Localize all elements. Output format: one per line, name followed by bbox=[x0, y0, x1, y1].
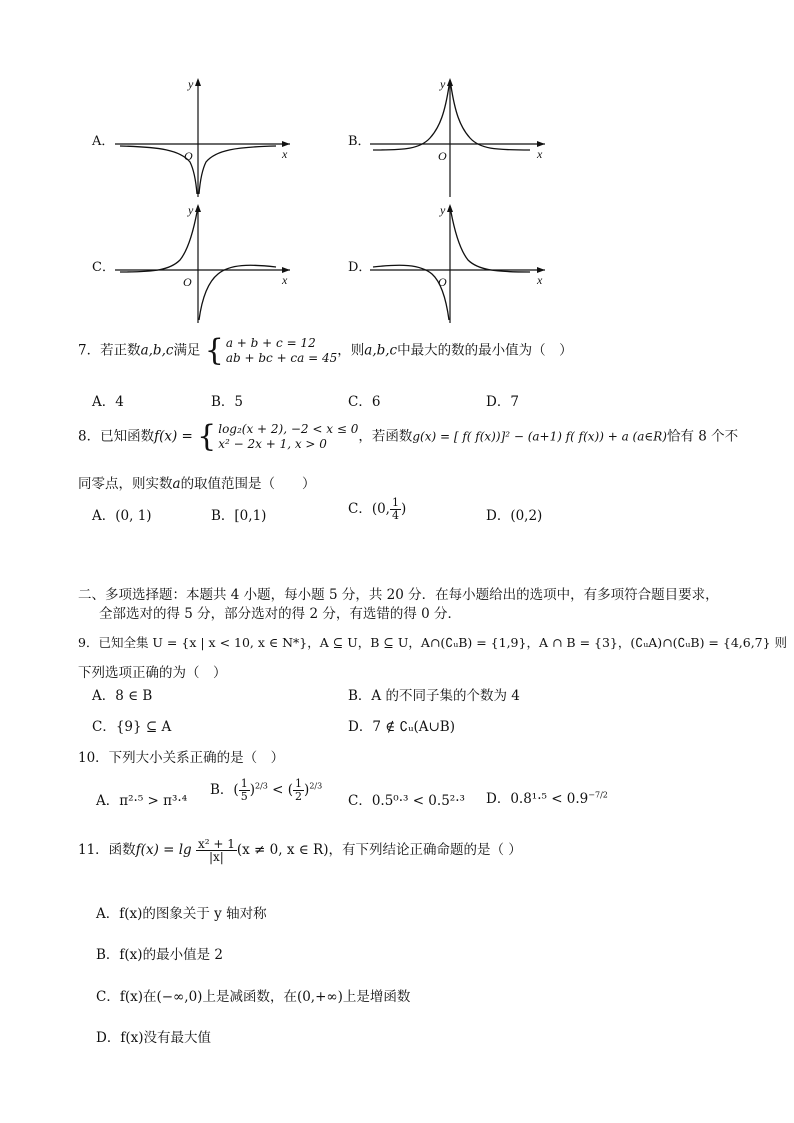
y-label: y bbox=[188, 77, 194, 91]
q11-option-d: D．f(x)没有最大值 bbox=[96, 1030, 211, 1046]
y-axis-arrow bbox=[195, 78, 201, 86]
question-9: 9．已知全集 U = {x | x < 10, x ∈ N*}，A ⊆ U，B ⊆ U，A∩(∁ᵤB) = {1,9}，A ∩ B = {3}，(∁ᵤA)∩(∁ᵤB) = {4,6,7} 则 bbox=[78, 635, 788, 650]
svg-text:x: x bbox=[537, 273, 543, 287]
question-9-line-2: 下列选项正确的为（ ） bbox=[78, 665, 227, 681]
q8-option-c: C．(0, $\frac{1}{4}$ ) bbox=[348, 496, 407, 522]
q9-option-d: D．7 ∉ ∁ᵤ(A∪B) bbox=[348, 719, 455, 735]
graph-d-label: D． bbox=[348, 260, 372, 275]
graph-a bbox=[110, 72, 300, 202]
q7-option-c: C．6 bbox=[348, 394, 381, 410]
svg-text:y: y bbox=[440, 203, 446, 217]
q7-option-b: B．5 bbox=[211, 394, 244, 410]
q9-option-a: A．8 ∈ B bbox=[92, 688, 153, 704]
q10-option-b: B．( $\frac{1}{5}$ )$^{2/3}$ < ( $\frac{1}{2}$ )$^{2/3}$ bbox=[210, 777, 323, 803]
q8-option-b: B．[0,1) bbox=[211, 508, 267, 524]
q10-option-c: C．0.5⁰·³ < 0.5²·³ bbox=[348, 793, 465, 809]
graph-d bbox=[365, 198, 555, 328]
q9-option-c: C．{9} ⊆ A bbox=[92, 719, 172, 735]
q11-option-a: A．f(x)的图象关于 y 轴对称 bbox=[96, 906, 267, 922]
graph-a-label: A． bbox=[92, 134, 115, 149]
q10-option-d: D．$0.8^1\cdot^5 < 0.9^{-7/2}$ bbox=[486, 790, 608, 807]
svg-text:O: O bbox=[438, 275, 447, 289]
question-11: 11．函数f(x) = lg $\frac{\text{x² + 1}}{|x|}$ (x ≠ 0, x ∈ R)，有下列结论正确命题的是（ ） bbox=[78, 837, 522, 864]
svg-text:x: x bbox=[282, 273, 288, 287]
graph-c bbox=[110, 198, 300, 328]
graph-b-label: B． bbox=[348, 134, 371, 149]
svg-text:y: y bbox=[440, 77, 446, 91]
curve-right bbox=[199, 146, 276, 194]
graph-c-label: C． bbox=[92, 260, 115, 275]
section-2-heading-line-2: 全部选对的得 5 分，部分选对的得 2 分，有选错的得 0 分． bbox=[99, 606, 462, 622]
question-7: 7．若正数a,b,c满足 { a + b + c = 12 ab + bc + ca = 45 ，则a,b,c中最大的数的最小值为（ ） bbox=[78, 333, 573, 368]
q8-option-a: A．(0, 1) bbox=[92, 508, 152, 524]
svg-text:O: O bbox=[183, 275, 192, 289]
svg-text:O: O bbox=[438, 149, 447, 163]
graph-b bbox=[365, 72, 555, 202]
x-label: x bbox=[282, 147, 288, 161]
q11-option-b: B．f(x)的最小值是 2 bbox=[96, 947, 223, 963]
q7-option-a: A．4 bbox=[92, 394, 124, 410]
question-8-line-2: 同零点，则实数a的取值范围是（ ） bbox=[78, 476, 316, 492]
section-2-heading: 二、多项选择题：本题共 4 小题，每小题 5 分，共 20 分．在每小题给出的选项中，有多项符合题目要求， bbox=[78, 587, 719, 603]
q11-option-c: C．f(x)在(−∞,0)上是减函数，在(0,+∞)上是增函数 bbox=[96, 989, 411, 1005]
svg-text:x: x bbox=[537, 147, 543, 161]
q7-option-d: D．7 bbox=[486, 394, 519, 410]
q9-option-b: B．A 的不同子集的个数为 4 bbox=[348, 688, 520, 704]
question-8: 8．已知函数f(x) = { log₂(x + 2), −2 < x ≤ 0 x² − 2x + 1, x > 0 ，若函数g(x) = [ f( f(x))]² − (a+1) f( f(x)) + a (a∈R)恰有 8 个不 bbox=[78, 419, 739, 454]
q8-option-d: D．(0,2) bbox=[486, 508, 543, 524]
svg-text:y: y bbox=[188, 203, 194, 217]
question-10: 10．下列大小关系正确的是（ ） bbox=[78, 750, 285, 766]
origin-label: O bbox=[184, 149, 193, 163]
q10-option-a: A．π²·⁵ > π³·⁴ bbox=[96, 793, 188, 809]
